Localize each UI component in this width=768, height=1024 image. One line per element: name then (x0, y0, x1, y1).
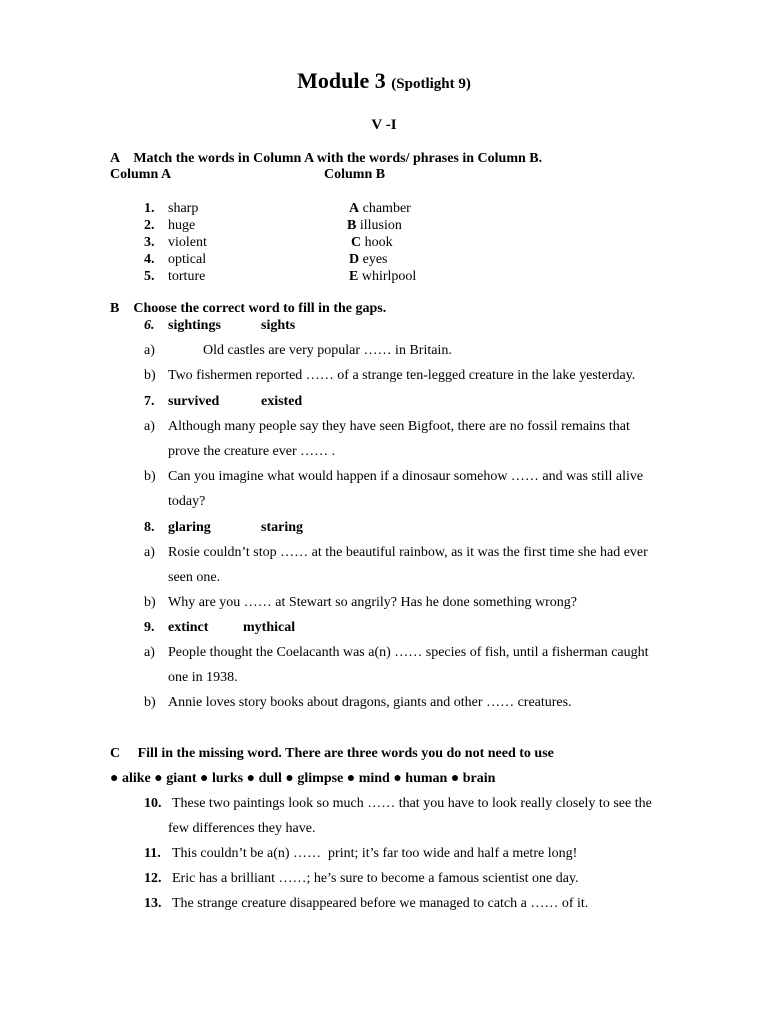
match-letter: A (349, 201, 360, 216)
title-subtitle: (Spotlight 9) (391, 76, 471, 92)
item-label: a) (144, 545, 155, 560)
question-number: 6. (144, 318, 155, 333)
match-phrase: hook (361, 235, 393, 250)
column-b-label: Column B (324, 167, 386, 182)
item-label: a) (144, 343, 155, 358)
match-phrase: chamber (359, 201, 411, 216)
page-title (0, 68, 768, 94)
choice-option: sights (261, 318, 296, 333)
match-word: huge (168, 218, 196, 233)
item-label: b) (144, 595, 156, 610)
question-number: 10. (144, 796, 162, 811)
sentence-line: one in 1938. (168, 670, 238, 685)
item-label: b) (144, 695, 156, 710)
match-option (349, 269, 416, 285)
match-number: 4. (144, 252, 155, 267)
word-choice-row (144, 394, 302, 410)
sentence-line: Can you imagine what would happen if a dinosaur somehow …… and was still alive (168, 469, 644, 484)
choice-option: existed (261, 394, 303, 409)
sentence-line: Although many people say they have seen Bigfoot, there are no fossil remains that (168, 419, 630, 434)
question-number: 8. (144, 520, 155, 535)
match-option (349, 252, 388, 268)
match-word: violent (168, 235, 207, 250)
match-number: 2. (144, 218, 155, 233)
section-c-heading: C Fill in the missing word. There are three words you do not need to use (110, 746, 554, 761)
sentence-line: Two fishermen reported …… of a strange ten-legged creature in the lake yesterday. (168, 368, 636, 383)
choice-option: staring (261, 520, 303, 535)
question-number: 13. (144, 896, 162, 911)
word-choice-row (144, 520, 303, 536)
item-label: b) (144, 368, 156, 383)
section-label: V -I (371, 117, 397, 133)
match-option (351, 235, 393, 251)
match-number: 5. (144, 269, 155, 284)
title-main: Module 3 (297, 68, 386, 93)
sentence-line: People thought the Coelacanth was a(n) …… species of fish, until a fisherman caught (168, 645, 649, 660)
sentence-line: few differences they have. (168, 821, 316, 836)
sentence-line: Rosie couldn’t stop …… at the beautiful rainbow, as it was the first time she had ever (168, 545, 648, 560)
sentence-line: prove the creature ever …… . (168, 444, 336, 459)
choice-option: extinct (168, 620, 209, 635)
match-option (347, 218, 402, 234)
question-number: 9. (144, 620, 155, 635)
match-letter: B (347, 218, 357, 233)
match-word: optical (168, 252, 207, 267)
sentence-line: Annie loves story books about dragons, giants and other …… creatures. (168, 695, 572, 710)
sentence-line: Old castles are very popular …… in Britain. (168, 343, 452, 358)
choice-option: sightings (168, 318, 221, 333)
match-phrase: eyes (359, 252, 388, 267)
word-bank: ● alike ● giant ● lurks ● dull ● glimpse ● mind ● human ● brain (110, 771, 496, 786)
column-a-label: Column A (110, 167, 172, 182)
choice-option: glaring (168, 520, 211, 535)
question-number: 7. (144, 394, 155, 409)
choice-option: mythical (243, 620, 296, 635)
match-number: 3. (144, 235, 155, 250)
match-option (349, 201, 411, 217)
match-number: 1. (144, 201, 155, 216)
section-b-heading: B Choose the correct word to fill in the gaps. (110, 301, 387, 316)
item-label: a) (144, 419, 155, 434)
sentence-line: This couldn’t be a(n) …… print; it’s far too wide and half a metre long! (172, 846, 578, 861)
sentence-line: These two paintings look so much …… that you have to look really closely to see the (172, 796, 652, 811)
match-phrase: whirlpool (358, 269, 417, 284)
sentence-line: today? (168, 494, 206, 509)
match-letter: D (349, 252, 360, 267)
question-number: 12. (144, 871, 162, 886)
section-a-heading: A Match the words in Column A with the words/ phrases in Column B. (110, 151, 543, 166)
sentence-line: Eric has a brilliant ……; he’s sure to become a famous scientist one day. (172, 871, 579, 886)
word-choice-row (144, 318, 295, 334)
question-number: 11. (144, 846, 161, 861)
sentence-line: Why are you …… at Stewart so angrily? Has he done something wrong? (168, 595, 578, 610)
choice-option: survived (168, 394, 220, 409)
match-word: sharp (168, 201, 199, 216)
sentence-line: The strange creature disappeared before we managed to catch a …… of it. (172, 896, 589, 911)
match-phrase: illusion (356, 218, 402, 233)
match-letter: C (351, 235, 362, 250)
match-word: torture (168, 269, 206, 284)
item-label: a) (144, 645, 155, 660)
word-choice-row (144, 620, 295, 636)
item-label: b) (144, 469, 156, 484)
sentence-line: seen one. (168, 570, 221, 585)
match-letter: E (349, 269, 359, 284)
